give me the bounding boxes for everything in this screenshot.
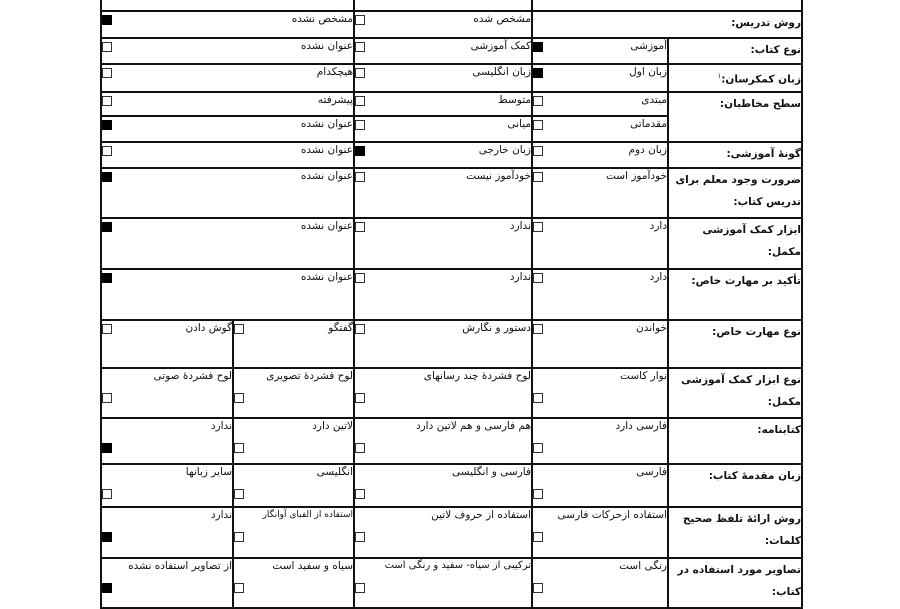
option-cell[interactable] — [101, 64, 354, 92]
option-label: خواندن — [636, 321, 667, 334]
option-label: سیاه و سفید است — [272, 559, 353, 572]
option-label: عنوان نشده — [300, 219, 353, 232]
option-cell[interactable] — [354, 368, 532, 418]
option-label: ندارد — [509, 219, 531, 232]
option-label: نوار کاست — [620, 369, 667, 382]
option-label: کمک آموزشی — [470, 40, 531, 52]
option-label: مشخص شده — [473, 13, 531, 25]
option-label: دارد — [649, 270, 667, 283]
option-label: آموزشی — [630, 40, 667, 52]
row-label — [668, 64, 802, 92]
row-label: زبان مقدمهٔ کتاب: — [668, 464, 802, 507]
option-cell[interactable] — [233, 418, 354, 464]
option-label: متوسط — [498, 93, 531, 106]
form-row-educational-type — [101, 142, 802, 168]
option-label: زبان انگلیسی — [472, 66, 531, 78]
option-cell[interactable] — [532, 269, 668, 320]
option-label: رنگی است — [619, 559, 667, 572]
checkbox-checked[interactable] — [102, 15, 112, 25]
option-label: مشخص نشده — [291, 13, 353, 25]
row-label: نوع کتاب: — [668, 38, 802, 64]
book-evaluation-form — [100, 0, 803, 609]
row-label: نوع مهارت خاص: — [668, 320, 802, 368]
checkbox[interactable] — [533, 273, 543, 283]
checkbox[interactable] — [102, 324, 112, 334]
option-label: فارسی دارد — [615, 419, 667, 432]
option-label: میانی — [507, 117, 531, 130]
option-cell[interactable] — [101, 116, 354, 142]
option-label: استفاده ازحرکات فارسی — [557, 508, 667, 521]
checkbox-checked[interactable] — [102, 172, 112, 182]
option-cell[interactable] — [532, 320, 668, 368]
option-label: استفاده از الفبای آوانگار — [262, 509, 353, 520]
option-cell[interactable] — [532, 218, 668, 269]
checkbox[interactable] — [355, 273, 365, 283]
checkbox[interactable] — [533, 583, 543, 593]
row-label: ابزار کمک آموزشی مکمل: — [668, 218, 802, 269]
option-cell[interactable] — [233, 558, 354, 608]
option-cell[interactable] — [354, 558, 532, 608]
option-label: خودآموز نیست — [466, 169, 531, 182]
option-cell[interactable] — [354, 64, 532, 92]
option-label: هیچکدام — [316, 66, 353, 78]
option-cell[interactable] — [354, 218, 532, 269]
checkbox[interactable] — [102, 393, 112, 403]
checkbox-checked[interactable] — [102, 273, 112, 283]
option-label: لوح فشردهٔ صوتی — [153, 369, 232, 382]
checkbox-checked[interactable] — [533, 68, 543, 78]
option-cell[interactable] — [532, 418, 668, 464]
checkbox[interactable] — [355, 489, 365, 499]
option-cell[interactable] — [101, 320, 233, 368]
row-label: تصاویر مورد استفاده در کتاب: — [668, 558, 802, 608]
option-cell[interactable] — [101, 92, 354, 116]
option-label: گوش دادن — [185, 321, 232, 334]
form-row-audience-level — [101, 92, 802, 116]
checkbox[interactable] — [234, 489, 244, 499]
form-row-skill-type — [101, 320, 802, 368]
option-label: پیشرفته — [317, 93, 353, 106]
checkbox[interactable] — [234, 324, 244, 334]
checkbox[interactable] — [533, 393, 543, 403]
option-label: فارسی — [636, 465, 667, 478]
option-label: سایر زبانها — [185, 465, 232, 478]
checkbox[interactable] — [355, 324, 365, 334]
option-cell[interactable] — [354, 418, 532, 464]
row-label: گونهٔ آموزشی: — [668, 142, 802, 168]
checkbox[interactable] — [234, 583, 244, 593]
option-cell[interactable] — [354, 142, 532, 168]
option-label: عنوان نشده — [300, 40, 353, 52]
option-label: عنوان نشده — [300, 143, 353, 156]
option-cell[interactable] — [101, 269, 354, 320]
form-row-support-language — [101, 64, 802, 92]
form-row-supplementary-tools — [101, 218, 802, 269]
form-row-teacher-necessity — [101, 168, 802, 218]
checkbox[interactable] — [533, 146, 543, 156]
checkbox[interactable] — [533, 489, 543, 499]
checkbox[interactable] — [102, 146, 112, 156]
option-label: گفتگو — [328, 321, 353, 334]
row-label: تأکید بر مهارت خاص: — [668, 269, 802, 320]
checkbox[interactable] — [533, 443, 543, 453]
checkbox[interactable] — [355, 15, 365, 25]
option-cell[interactable] — [233, 320, 354, 368]
option-label: زبان دوم — [628, 143, 667, 156]
option-cell[interactable] — [532, 368, 668, 418]
option-cell — [354, 0, 532, 11]
checkbox-checked[interactable] — [102, 222, 112, 232]
option-label: ندارد — [210, 508, 232, 521]
checkbox[interactable] — [102, 42, 112, 52]
option-cell[interactable] — [101, 218, 354, 269]
checkbox-checked[interactable] — [102, 583, 112, 593]
option-cell[interactable] — [101, 558, 233, 608]
footnote-marker: ۱ — [717, 72, 722, 80]
checkbox[interactable] — [355, 42, 365, 52]
option-cell[interactable] — [532, 464, 668, 507]
option-label: لوح فشردهٔ تصویری — [266, 369, 353, 382]
option-cell[interactable] — [101, 418, 233, 464]
checkbox[interactable] — [355, 120, 365, 130]
option-cell[interactable] — [354, 168, 532, 218]
checkbox[interactable] — [355, 583, 365, 593]
option-label: مبتدی — [641, 93, 667, 106]
option-cell[interactable] — [233, 464, 354, 507]
option-cell[interactable] — [532, 168, 668, 218]
option-label: استفاده از حروف لاتین — [431, 508, 531, 521]
option-label: ندارد — [509, 270, 531, 283]
option-cell[interactable] — [354, 269, 532, 320]
option-cell[interactable] — [532, 64, 668, 92]
option-cell[interactable] — [101, 142, 354, 168]
option-cell[interactable] — [532, 38, 668, 64]
row-label: ضرورت وجود معلم برای تدریس کتاب: — [668, 168, 802, 218]
checkbox[interactable] — [102, 68, 112, 78]
option-cell[interactable] — [354, 507, 532, 558]
form-row-tool-type — [101, 368, 802, 418]
option-cell[interactable] — [532, 558, 668, 608]
checkbox[interactable] — [234, 393, 244, 403]
checkbox[interactable] — [355, 172, 365, 182]
checkbox[interactable] — [533, 120, 543, 130]
option-cell[interactable] — [101, 168, 354, 218]
option-label: از تصاویر استفاده نشده — [128, 559, 232, 572]
checkbox[interactable] — [355, 443, 365, 453]
checkbox-checked[interactable] — [355, 146, 365, 156]
form-row-truncated — [101, 0, 802, 11]
checkbox[interactable] — [533, 222, 543, 232]
form-row-bibliography — [101, 418, 802, 464]
checkbox[interactable] — [533, 532, 543, 542]
option-cell — [101, 0, 354, 11]
option-cell[interactable] — [354, 92, 532, 116]
checkbox-checked[interactable] — [102, 120, 112, 130]
checkbox[interactable] — [355, 222, 365, 232]
row-label: کتابنامه: — [668, 418, 802, 464]
checkbox[interactable] — [355, 68, 365, 78]
option-cell[interactable] — [233, 368, 354, 418]
option-label: خودآموز است — [606, 169, 667, 182]
row-label: روش تدریس: — [532, 11, 802, 38]
row-label: نوع ابزار کمک آموزشی مکمل: — [668, 368, 802, 418]
option-cell[interactable] — [354, 38, 532, 64]
row-label — [532, 0, 802, 11]
option-cell[interactable] — [101, 464, 233, 507]
option-label: انگلیسی — [316, 465, 353, 478]
checkbox[interactable] — [234, 532, 244, 542]
checkbox[interactable] — [234, 443, 244, 453]
checkbox[interactable] — [533, 324, 543, 334]
option-label: لاتین دارد — [312, 419, 353, 432]
option-cell[interactable] — [532, 92, 668, 116]
row-label: روش ارائهٔ تلفظ صحیح کلمات: — [668, 507, 802, 558]
option-cell[interactable] — [101, 11, 354, 38]
checkbox-checked[interactable] — [102, 532, 112, 542]
option-cell[interactable] — [354, 11, 532, 38]
option-label: هم فارسی و هم لاتین دارد — [415, 419, 531, 432]
option-label: عنوان نشده — [300, 169, 353, 182]
checkbox[interactable] — [355, 96, 365, 106]
option-label: عنوان نشده — [300, 270, 353, 283]
option-label: لوح فشردهٔ چند رسانهای — [423, 369, 531, 382]
option-label: مقدماتی — [630, 117, 667, 130]
option-label: زبان خارجی — [478, 143, 531, 156]
form-row-introduction-language — [101, 464, 802, 507]
checkbox-checked[interactable] — [533, 42, 543, 52]
option-label: ندارد — [210, 419, 232, 432]
checkbox[interactable] — [533, 172, 543, 182]
option-label: زبان اول — [629, 66, 667, 78]
row-label: سطح مخاطبان: — [668, 92, 802, 142]
option-cell[interactable] — [532, 116, 668, 142]
checkbox[interactable] — [533, 96, 543, 106]
option-label: دارد — [649, 219, 667, 232]
option-cell[interactable] — [354, 464, 532, 507]
form-row-skill-emphasis — [101, 269, 802, 320]
option-cell[interactable] — [101, 507, 233, 558]
checkbox-checked[interactable] — [102, 443, 112, 453]
option-label: دستور و نگارش — [462, 321, 531, 334]
option-cell[interactable] — [532, 142, 668, 168]
checkbox[interactable] — [102, 489, 112, 499]
option-cell[interactable] — [354, 116, 532, 142]
row-label-text: زبان کمکرسان: — [721, 73, 801, 86]
form-row-images — [101, 558, 802, 608]
option-cell[interactable] — [354, 320, 532, 368]
checkbox[interactable] — [355, 393, 365, 403]
option-cell[interactable] — [233, 507, 354, 558]
option-cell[interactable] — [101, 38, 354, 64]
form-row-book-type — [101, 38, 802, 64]
option-cell[interactable] — [101, 368, 233, 418]
form-row-pronunciation-method — [101, 507, 802, 558]
option-label: ترکیبی از سیاه- سفید و رنگی است — [384, 559, 531, 571]
option-cell[interactable] — [532, 507, 668, 558]
form-row-teaching-method — [101, 11, 802, 38]
checkbox[interactable] — [355, 532, 365, 542]
checkbox[interactable] — [102, 96, 112, 106]
option-label: عنوان نشده — [300, 117, 353, 130]
option-label: فارسی و انگلیسی — [452, 465, 531, 478]
